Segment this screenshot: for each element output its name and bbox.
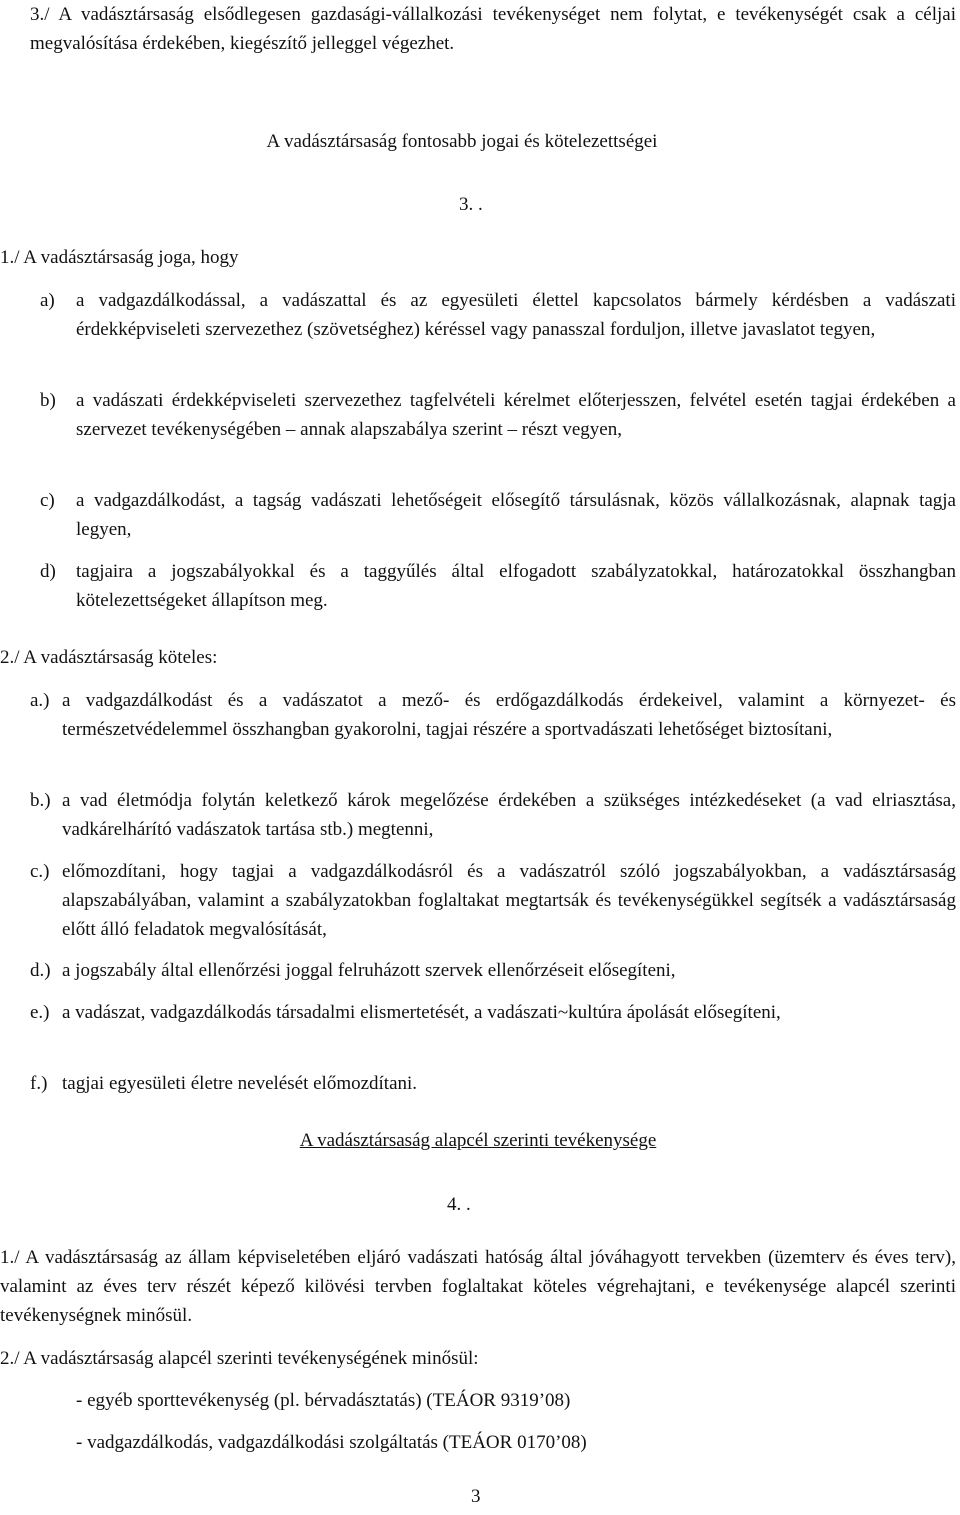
list-item-c bbox=[40, 486, 956, 544]
activity-paragraph-1: 1./ A vadásztársaság az állam képviseletében eljáró vadászati hatóság által jóváhagyott tervekben (üzemterv és éves terv), valamint az éves terv részét képező kilövési tervben foglaltakat köteles végrehajtani, e tevékenysége alapcél szerinti tevékenységnek minősül. bbox=[0, 1247, 956, 1326]
section-heading-activity: A vadásztársaság alapcél szerinti tevékenysége bbox=[299, 1130, 657, 1151]
obligations-intro: 2./ A vadásztársaság köteles: bbox=[0, 647, 218, 668]
list-marker: f.) bbox=[30, 1073, 48, 1094]
list-item-a bbox=[40, 286, 956, 344]
list-item-text: előmozdítani, hogy tagjai a vadgazdálkodásról és a vadászatról szóló jogszabályokban, a vadásztársaság alapszabályában, valamint a szabályzatokban foglaltakat megtartsák és tevékenységükkel segítsék a vadásztársaság előtt álló feladatok megvalósítását, bbox=[62, 861, 956, 940]
list-marker: a.) bbox=[30, 690, 50, 711]
list-item-b bbox=[40, 386, 956, 444]
activity-paragraph-2-intro: 2./ A vadásztársaság alapcél szerinti tevékenységének minősül: bbox=[0, 1348, 479, 1369]
list-marker: d) bbox=[40, 561, 56, 582]
rights-intro: 1./ A vadásztársaság joga, hogy bbox=[0, 247, 239, 268]
activity-list-item-2: - vadgazdálkodás, vadgazdálkodási szolgáltatás (TEÁOR 0170’08) bbox=[76, 1432, 587, 1453]
list-marker: a) bbox=[40, 290, 55, 311]
section-number-4: 4. . bbox=[447, 1194, 471, 1215]
page-number: 3 bbox=[471, 1486, 481, 1507]
list-item-text: a vad életmódja folytán keletkező károk megelőzése érdekében a szükséges intézkedéseket (a vad elriasztása, vadkárelhárító vadászatok tartása stb.) megtenni, bbox=[62, 790, 956, 840]
list-item-d bbox=[40, 557, 956, 615]
obligation-item-e bbox=[30, 998, 930, 1027]
paragraph-3-prev-section: 3./ A vadásztársaság elsődlegesen gazdasági-vállalkozási tevékenységet nem folytat, e tevékenységét csak a céljai megvalósítása érdekében, kiegészítő jelleggel végezhet. bbox=[30, 4, 956, 54]
list-item-text: tagjai egyesületi életre nevelését előmozdítani. bbox=[62, 1073, 418, 1094]
list-marker: d.) bbox=[30, 960, 51, 981]
list-marker: e.) bbox=[30, 1002, 50, 1023]
list-item-text: tagjaira a jogszabályokkal és a taggyűlés által elfogadott szabályzatokkal, határozatokkal összhangban kötelezettségeket állapítson meg. bbox=[76, 561, 956, 611]
list-item-text: a vadgazdálkodással, a vadászattal és az egyesületi élettel kapcsolatos bármely kérdésben a vadászati érdekképviseleti szervezethez (szövetséghez) kéréssel vagy panasszal forduljon, illetve javaslatot tegyen, bbox=[76, 290, 956, 340]
activity-list-item-1: - egyéb sporttevékenység (pl. bérvadásztatás) (TEÁOR 9319’08) bbox=[76, 1390, 571, 1411]
list-item-text: a vadászati érdekképviseleti szervezethez tagfelvételi kérelmet előterjesszen, felvétel esetén tagjai érdekében a szervezet tevékenységében – annak alapszabálya szerint – részt vegyen, bbox=[76, 390, 956, 440]
list-marker: c.) bbox=[30, 861, 50, 882]
section-number-3: 3. . bbox=[459, 194, 483, 215]
list-item-text: a jogszabály által ellenőrzési joggal felruházott szervek ellenőrzéseit elősegíteni, bbox=[62, 960, 676, 981]
section-heading-rights: A vadásztársaság fontosabb jogai és kötelezettségei bbox=[266, 131, 658, 152]
obligation-item-f bbox=[30, 1069, 956, 1098]
list-item-text: a vadászat, vadgazdálkodás társadalmi elismertetését, a vadászati~kultúra ápolását elősegíteni, bbox=[62, 1002, 781, 1023]
obligation-item-a bbox=[30, 686, 956, 744]
list-marker: b.) bbox=[30, 790, 51, 811]
list-item-text: a vadgazdálkodást és a vadászatot a mező- és erdőgazdálkodás érdekeivel, valamint a környezet- és természetvédelemmel összhangban gyakorolni, tagjai részére a sportvadászati lehetőséget biztosítani, bbox=[62, 690, 956, 740]
list-marker: c) bbox=[40, 490, 55, 511]
obligation-item-c bbox=[30, 857, 956, 944]
list-item-text: a vadgazdálkodást, a tagság vadászati lehetőségeit elősegítő társulásnak, közös vállalkozásnak, alapnak tagja legyen, bbox=[76, 490, 956, 540]
list-marker: b) bbox=[40, 390, 56, 411]
obligation-item-d bbox=[30, 956, 956, 985]
obligation-item-b bbox=[30, 786, 956, 844]
